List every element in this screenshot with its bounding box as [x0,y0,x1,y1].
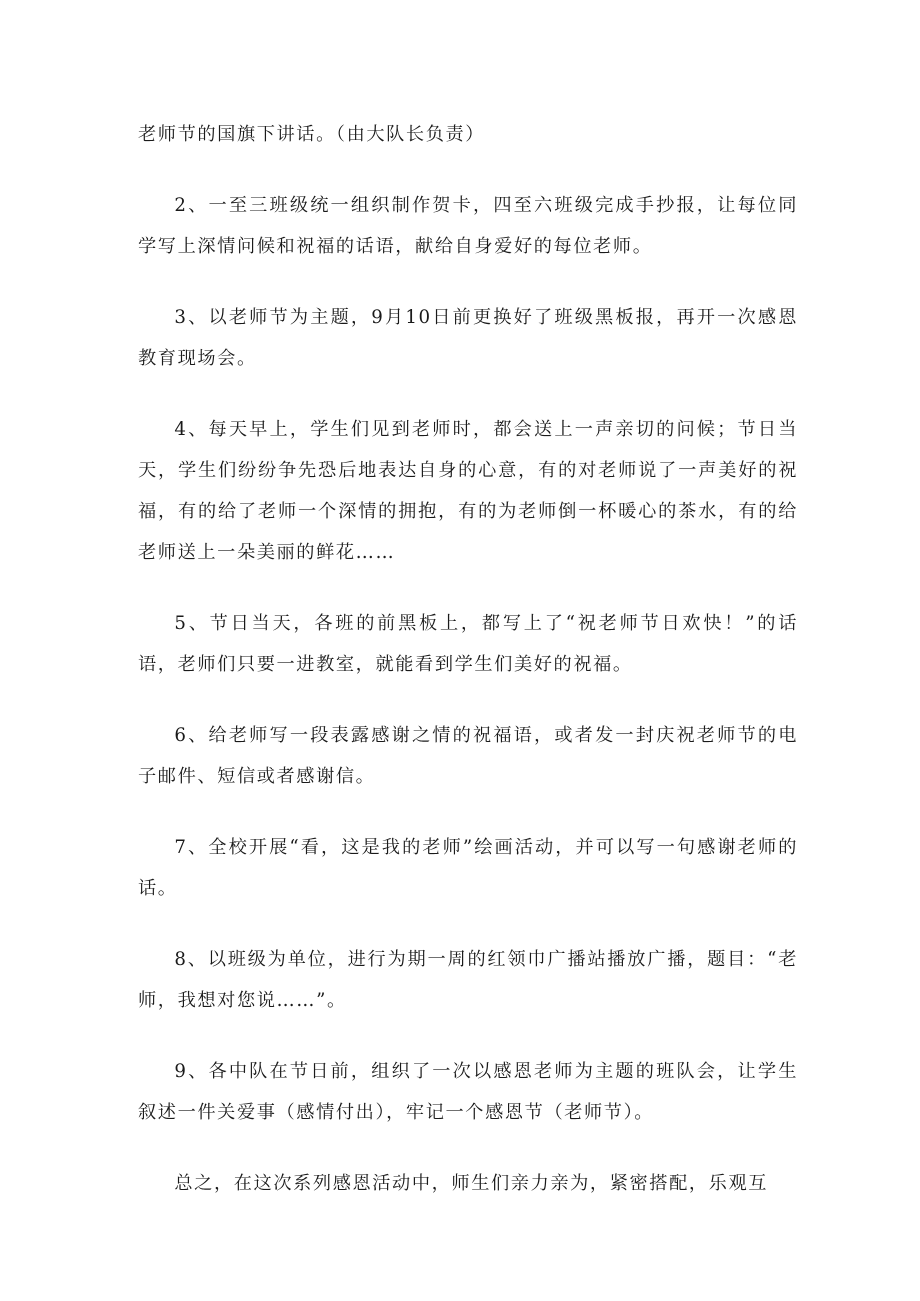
paragraph-7: 7、全校开展“看，这是我的老师”绘画活动，并可以写一句感谢老师的话。 [138,837,798,899]
paragraph-1: 老师节的国旗下讲话。（由大队长负责） [138,124,486,145]
paragraph-8: 8、以班级为单位，进行为期一周的红领巾广播站播放广播，题目：“老师，我想对您说……”。 [138,949,798,1011]
document-body [138,114,798,1234]
paragraph-6: 6、给老师写一段表露感谢之情的祝福语，或者发一封庆祝老师节的电子邮件、短信或者感谢信。 [138,725,798,787]
paragraph-10: 总之，在这次系列感恩活动中，师生们亲力亲为，紧密搭配，乐观互 [174,1173,769,1194]
paragraph-2: 2、一至三班级统一组织制作贺卡，四至六班级完成手抄报，让每位同学写上深情问候和祝福的话语，献给自身爱好的每位老师。 [138,195,798,257]
paragraph-5: 5、节日当天，各班的前黑板上，都写上了“祝老师节日欢快！”的话语，老师们只要一进教室，就能看到学生们美好的祝福。 [138,613,798,675]
paragraph-3: 3、以老师节为主题，9月10日前更换好了班级黑板报，再开一次感恩教育现场会。 [138,307,798,369]
paragraph-9: 9、各中队在节日前，组织了一次以感恩老师为主题的班队会，让学生叙述一件关爱事（感情付出），牢记一个感恩节（老师节）。 [138,1061,798,1123]
paragraph-4: 4、每天早上，学生们见到老师时，都会送上一声亲切的问候；节日当天，学生们纷纷争先恐后地表达自身的心意，有的对老师说了一声美好的祝福，有的给了老师一个深情的拥抱，有的为老师倒一杯暖心的茶水，有的给老师送上一朵美丽的鲜花…… [138,419,798,563]
